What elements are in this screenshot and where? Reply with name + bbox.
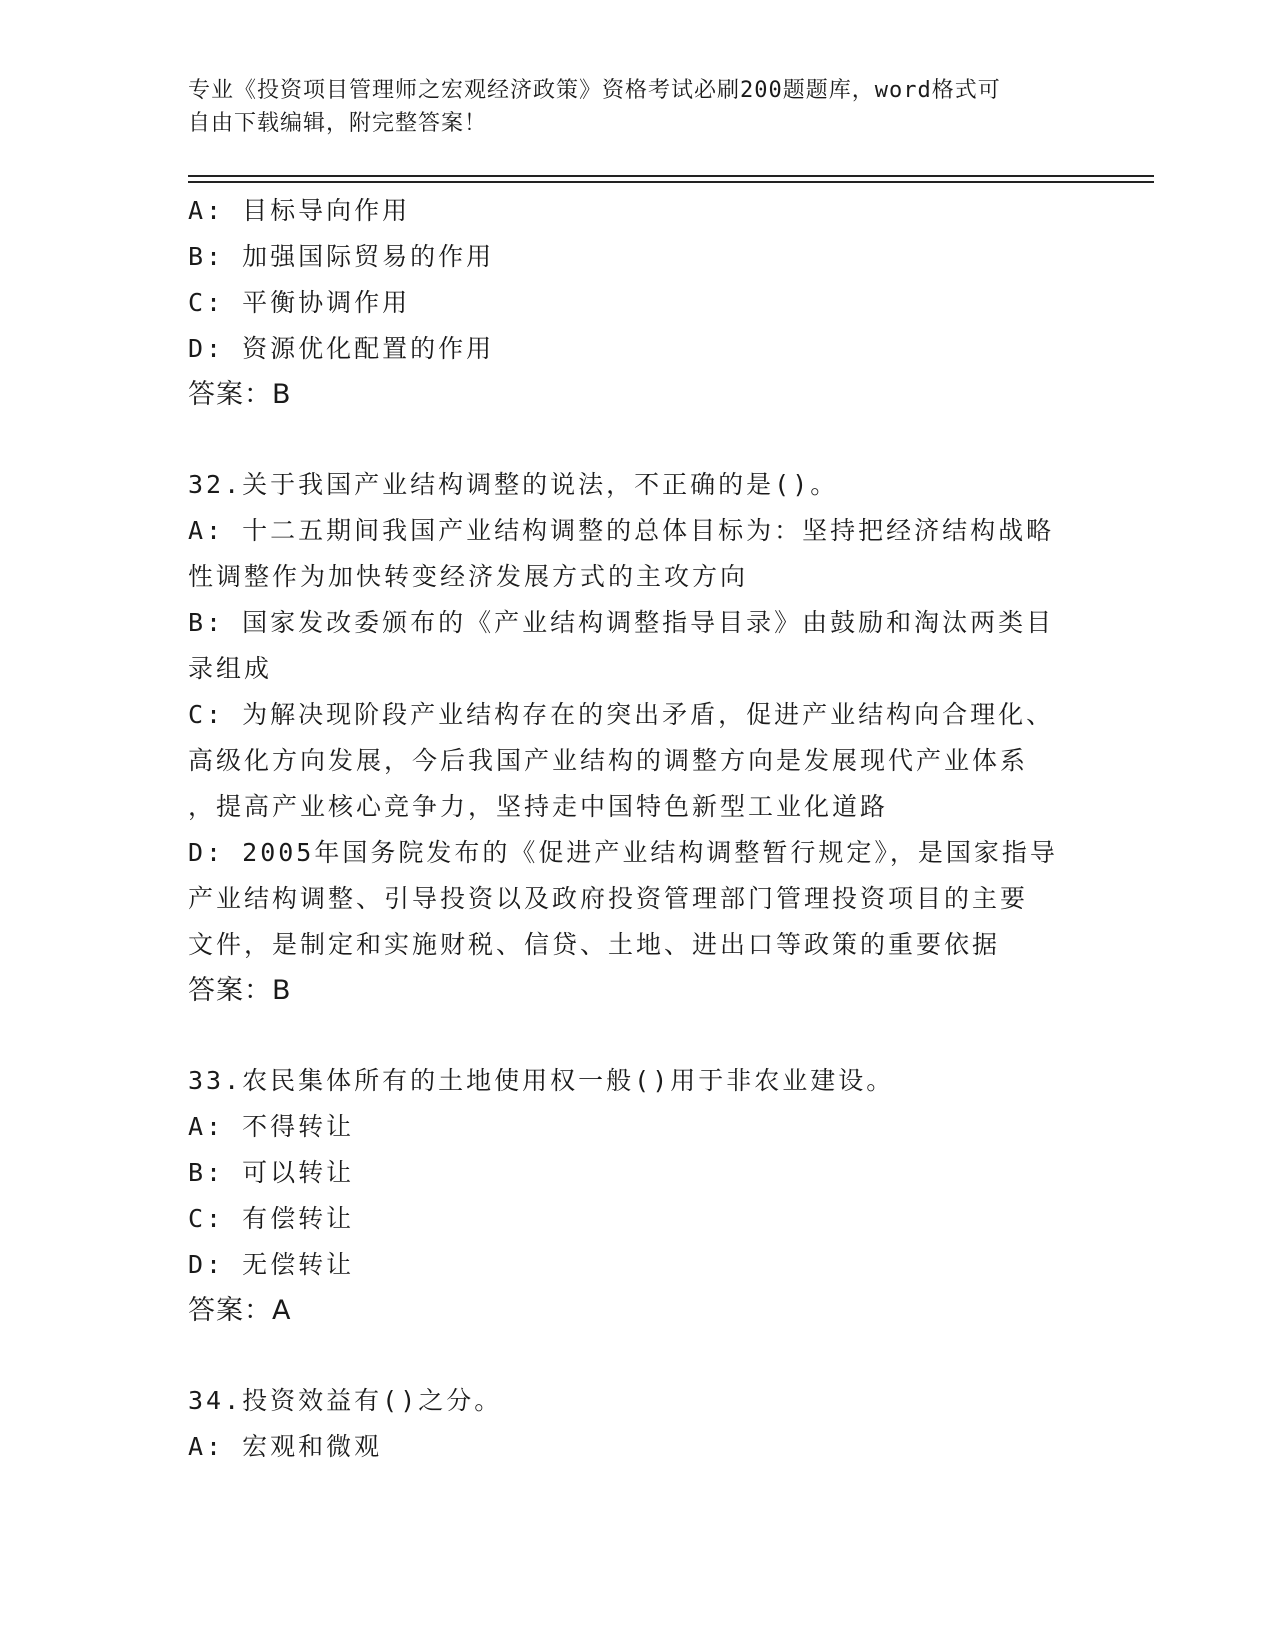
option-b-line-1: B: 国家发改委颁布的《产业结构调整指导目录》由鼓励和淘汰两类目	[188, 608, 1055, 637]
answer: 答案：B	[188, 379, 292, 410]
question-text: 33.农民集体所有的土地使用权一般()用于非农业建设。	[188, 1066, 895, 1095]
answer: 答案：B	[188, 975, 292, 1006]
option-a: A: 宏观和微观	[188, 1432, 383, 1461]
header-divider-bottom	[188, 181, 1154, 183]
header-line-2: 自由下载编辑，附完整答案！	[188, 111, 488, 136]
option-d-line-3: 文件，是制定和实施财税、信贷、土地、进出口等政策的重要依据	[188, 930, 1001, 959]
spacer	[188, 1334, 1088, 1378]
option-b-line-2: 录组成	[188, 654, 273, 683]
question-text: 34.投资效益有()之分。	[188, 1386, 503, 1415]
option-c: C: 有偿转让	[188, 1204, 355, 1233]
option-c: C: 平衡协调作用	[188, 288, 411, 317]
option-b: B: 可以转让	[188, 1158, 355, 1187]
spacer	[188, 1014, 1088, 1058]
question-31-block	[188, 188, 1088, 418]
option-d-line-2: 产业结构调整、引导投资以及政府投资管理部门管理投资项目的主要	[188, 884, 1029, 913]
option-a: A: 不得转让	[188, 1112, 355, 1141]
option-a: A: 目标导向作用	[188, 196, 411, 225]
header-divider-top	[188, 175, 1154, 177]
question-32-block	[188, 462, 1088, 1014]
question-34-block	[188, 1378, 1088, 1470]
option-d: D: 无偿转让	[188, 1250, 355, 1279]
option-a-line-1: A: 十二五期间我国产业结构调整的总体目标为：坚持把经济结构战略	[188, 516, 1055, 545]
option-c-line-1: C: 为解决现阶段产业结构存在的突出矛盾，促进产业结构向合理化、	[188, 700, 1055, 729]
question-list	[188, 188, 1088, 1470]
question-text: 32.关于我国产业结构调整的说法，不正确的是()。	[188, 470, 839, 499]
question-33-block	[188, 1058, 1088, 1334]
option-a-line-2: 性调整作为加快转变经济发展方式的主攻方向	[188, 562, 749, 591]
option-c-line-2: 高级化方向发展，今后我国产业结构的调整方向是发展现代产业体系	[188, 746, 1029, 775]
answer: 答案：A	[188, 1295, 292, 1326]
option-c-line-3: ，提高产业核心竞争力，坚持走中国特色新型工业化道路	[188, 792, 889, 821]
spacer	[188, 418, 1088, 462]
header-line-1: 专业《投资项目管理师之宏观经济政策》资格考试必刷200题题库，word格式可	[188, 78, 1001, 103]
option-d-line-1: D: 2005年国务院发布的《促进产业结构调整暂行规定》，是国家指导	[188, 838, 1058, 867]
page-header	[188, 74, 1088, 140]
option-b: B: 加强国际贸易的作用	[188, 242, 495, 271]
option-d: D: 资源优化配置的作用	[188, 334, 495, 363]
